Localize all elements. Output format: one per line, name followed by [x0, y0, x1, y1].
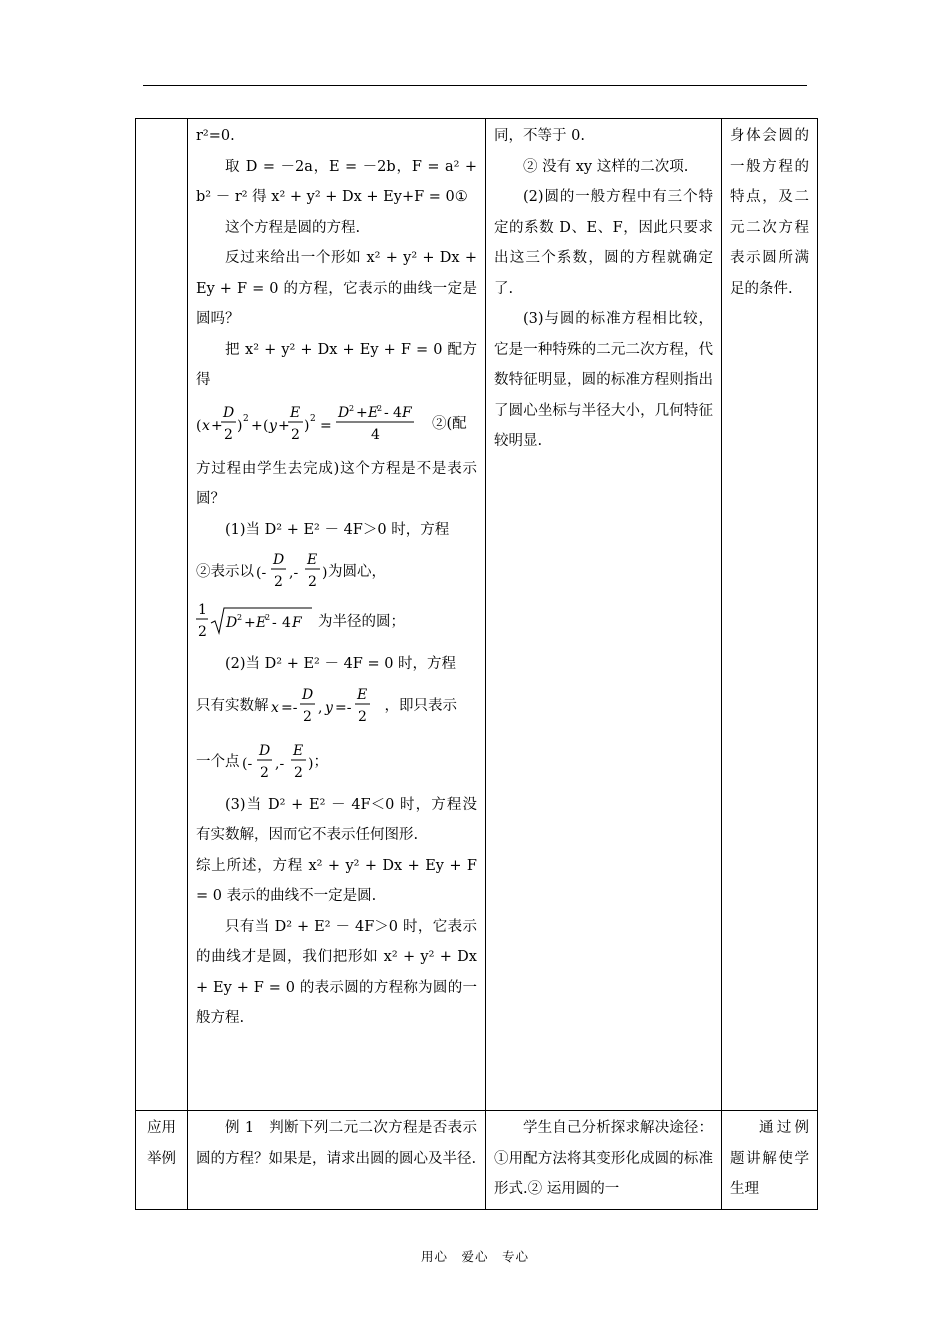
purpose-cell: 身体会圆的一般方程的特点，及二元二次方程表示圆所满足的条件. — [722, 119, 818, 1111]
text-line: 取 D = －2a，E = －2b，F = a² + b² － r² 得 x² + y² + Dx + Ey+F = 0① — [196, 158, 477, 205]
svg-text:2: 2 — [259, 764, 269, 781]
single-point-formula — [240, 740, 314, 786]
svg-text:E: E — [368, 404, 379, 421]
radius-formula — [196, 599, 314, 645]
svg-text:2: 2 — [357, 708, 367, 725]
svg-text:2: 2 — [198, 624, 207, 640]
svg-text:(: ( — [196, 417, 202, 434]
text-line: (2)圆的一般方程中有三个特定的系数 D、E、F，因此只要求出这三个系数，圆的方程就确定了. — [494, 189, 713, 297]
svg-text:+: + — [251, 417, 263, 434]
svg-text:2: 2 — [224, 426, 233, 443]
svg-text:y: y — [324, 699, 333, 716]
text-line: (2)当 D² + E² － 4F = 0 时，方程 — [225, 656, 457, 672]
svg-text:D: D — [226, 615, 238, 631]
svg-text:F: F — [292, 615, 302, 631]
svg-text:-: - — [384, 404, 389, 421]
text-line: 同，不等于 0. — [494, 128, 585, 144]
header-rule — [143, 85, 807, 86]
solution-formula — [269, 684, 385, 730]
equation-2 — [196, 400, 477, 450]
svg-text:y: y — [269, 417, 277, 434]
svg-text:2: 2 — [274, 574, 283, 590]
text-line: 这个方程是圆的方程. — [225, 219, 361, 236]
text-line: 反过来给出一个形如 x² + y² + Dx + Ey + F = 0 的方程，它表示的曲线一定是圆吗？ — [196, 250, 477, 327]
text-fragment: 为半径的圆； — [318, 613, 405, 630]
svg-text:(-: (- — [241, 755, 252, 772]
svg-text:E: E — [290, 404, 301, 421]
analysis-cell: 学生自己分析探求解决途径：①用配方法将其变形化成圆的标准形式.② 运用圆的一 — [486, 1111, 722, 1210]
svg-text:D: D — [223, 404, 235, 421]
page-footer: 用心 爱心 专心 — [420, 1249, 529, 1264]
svg-text:E: E — [356, 686, 367, 703]
svg-text:x: x — [270, 699, 279, 716]
svg-text:1: 1 — [198, 602, 207, 618]
svg-text:2: 2 — [265, 613, 271, 622]
text-line: 综上所述，方程 x² + y² + Dx + Ey + F = 0 表示的曲线不一定是圆. — [196, 857, 477, 904]
text-fragment: 只有实数解 — [196, 698, 269, 715]
row-label-cell — [136, 119, 188, 1111]
text-line: (3)当 D² + E² － 4F＜0 时，方程没有实数解，因而它不表示任何图形. — [196, 796, 477, 843]
text-line: 把 x² + y² + Dx + Ey + F = 0 配方得 — [196, 341, 477, 388]
svg-text:4: 4 — [371, 426, 380, 443]
svg-text:): ) — [237, 417, 243, 434]
text-fragment: 一个点 — [196, 754, 240, 771]
table-row-example — [136, 1111, 818, 1210]
svg-text:D: D — [301, 686, 313, 703]
example-cell: 例 1 判断下列二元二次方程是否表示圆的方程？如果是，请求出圆的圆心及半径. — [188, 1111, 486, 1210]
purpose-cell: 通过例题讲解使学生理 — [722, 1111, 818, 1210]
svg-text:x: x — [202, 417, 210, 434]
svg-text:2: 2 — [302, 708, 312, 725]
svg-text:(-: (- — [256, 565, 267, 581]
svg-text:F: F — [402, 404, 412, 421]
text-line: 方过程由学生去完成)这个方程是不是表示圆？ — [196, 460, 477, 507]
row-label-cell: 应用举例 — [136, 1111, 188, 1210]
text-line: 只有当 D² + E² － 4F＞0 时，它表示的曲线才是圆，我们把形如 x² + y² + Dx + Ey + F = 0 的表示圆的方程称为圆的一般方程. — [196, 918, 477, 1026]
svg-text:,-: ,- — [289, 565, 299, 581]
radius-line — [196, 599, 477, 645]
completed-square-equation — [196, 400, 432, 450]
svg-text:2: 2 — [291, 426, 300, 443]
text-line: (1)当 D² + E² － 4F＞0 时，方程 — [225, 521, 450, 538]
svg-text:+: + — [356, 404, 368, 421]
equation-label: ②(配 — [432, 416, 467, 433]
svg-text:2: 2 — [310, 413, 316, 424]
text-line: r²=0. — [196, 128, 235, 144]
center-line — [196, 549, 477, 595]
svg-text:4: 4 — [282, 615, 291, 631]
svg-text:): ) — [307, 755, 313, 772]
svg-text:+: + — [211, 417, 223, 434]
svg-text:=: = — [320, 417, 332, 434]
svg-text:4: 4 — [393, 404, 402, 421]
svg-text:): ) — [304, 417, 310, 434]
svg-text:2: 2 — [237, 613, 243, 622]
derivation-cell — [188, 119, 486, 1111]
svg-text:,: , — [317, 699, 322, 716]
text-fragment: 为圆心， — [328, 563, 386, 580]
solution-line — [196, 684, 477, 730]
text-line: (3)与圆的标准方程相比较，它是一种特殊的二元二次方程，代数特征明显，圆的标准方程则指出了圆心坐标与半径大小，几何特征较明显. — [494, 311, 713, 449]
point-line — [196, 740, 477, 786]
svg-text:2: 2 — [243, 413, 249, 424]
svg-text:2: 2 — [377, 403, 383, 413]
svg-text:D: D — [273, 552, 285, 568]
svg-text:): ) — [322, 565, 328, 581]
svg-text:D: D — [338, 404, 350, 421]
svg-text:,-: ,- — [274, 755, 284, 772]
text-fragment: ； — [313, 754, 328, 771]
svg-text:+: + — [278, 417, 290, 434]
svg-text:+: + — [244, 615, 256, 631]
text-line: ② 没有 xy 这样的二次项. — [523, 158, 689, 175]
center-point-formula — [254, 549, 328, 595]
text-fragment: ，即只表示 — [384, 698, 457, 715]
svg-text:E: E — [307, 552, 318, 568]
svg-text:E: E — [256, 615, 267, 631]
text-fragment: ②表示以 — [196, 563, 254, 580]
analysis-cell — [486, 119, 722, 1111]
svg-text:2: 2 — [349, 403, 355, 413]
lesson-plan-table — [135, 118, 818, 1210]
svg-text:D: D — [258, 742, 270, 759]
table-row-derivation — [136, 119, 818, 1111]
svg-text:(: ( — [263, 417, 269, 434]
svg-text:2: 2 — [293, 764, 303, 781]
svg-text:=-: =- — [334, 699, 351, 716]
svg-text:2: 2 — [308, 574, 317, 590]
svg-text:-: - — [272, 615, 277, 631]
svg-text:=-: =- — [280, 699, 297, 716]
svg-text:E: E — [292, 742, 303, 759]
